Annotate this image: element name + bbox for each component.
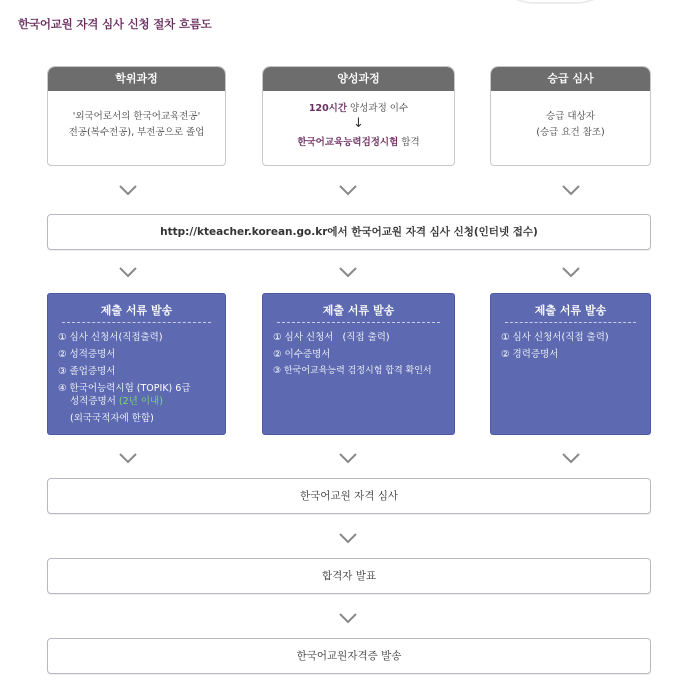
chevron-down-icon xyxy=(561,184,581,196)
chevron-down-icon xyxy=(561,266,581,278)
list-item: ② 성적증명서 xyxy=(58,349,116,360)
track-training-box xyxy=(262,66,455,166)
list-item: ② 경력증명서 xyxy=(501,349,559,360)
list-item: ② 이수증명서 xyxy=(273,349,331,360)
track-degree-line1: '외국어로서의 한국어교육전공' xyxy=(72,111,201,122)
chevron-down-icon xyxy=(338,266,358,278)
review-step: 한국어교원 자격 심사 xyxy=(47,478,651,514)
chevron-down-icon xyxy=(338,612,358,624)
arrow-down-icon: ↓ xyxy=(353,116,364,131)
track-training-header: 양성과정 xyxy=(263,67,454,91)
documents-promotion-header: 제출 서류 발송 xyxy=(534,304,607,317)
track-training-line2: 한국어교육능력검정시험 합격 xyxy=(297,137,420,148)
list-item-note: (외국국적자에 한함) xyxy=(70,413,154,424)
chevron-down-icon xyxy=(118,452,138,464)
list-item: ③ 한국어교육능력 검정시험 합격 확인서 xyxy=(273,366,432,376)
chevron-down-icon xyxy=(118,266,138,278)
track-promotion-line2: (승급 요건 참조) xyxy=(536,127,605,138)
page-title: 한국어교원 자격 심사 신청 절차 흐름도 xyxy=(18,17,212,31)
chevron-down-icon xyxy=(338,184,358,196)
track-training-line1: 120시간 양성과정 이수 xyxy=(308,103,409,114)
issue-certificate-step: 한국어교원자격증 발송 xyxy=(47,638,651,674)
documents-degree-header: 제출 서류 발송 xyxy=(100,304,173,317)
documents-promotion-box xyxy=(490,293,651,435)
list-item: ③ 졸업증명서 xyxy=(58,366,116,377)
documents-degree-box xyxy=(47,293,226,435)
announce-step: 합격자 발표 xyxy=(47,558,651,594)
list-item: ① 심사 신청서 (직접 출력) xyxy=(273,332,390,343)
track-promotion-header: 승급 심사 xyxy=(491,67,650,91)
documents-training-box xyxy=(262,293,455,435)
list-item: ① 심사 신청서(직접 출력) xyxy=(501,332,609,343)
list-item: ① 심사 신청서(직접출력) xyxy=(58,332,163,343)
decorative-arc xyxy=(490,0,620,4)
chevron-down-icon xyxy=(338,452,358,464)
documents-training-header: 제출 서류 발송 xyxy=(322,304,395,317)
apply-online-step: http://kteacher.korean.go.kr에서 한국어교원 자격 심사 신청(인터넷 접수) xyxy=(47,214,651,250)
track-degree-header: 학위과정 xyxy=(48,67,225,91)
track-degree-line2: 전공(복수전공), 부전공으로 졸업 xyxy=(68,127,205,138)
list-item: ④ 한국어능력시험 (TOPIK) 6급 xyxy=(58,383,191,394)
chevron-down-icon xyxy=(338,532,358,544)
list-item-continued: 성적증명서 (2년 이내) xyxy=(70,396,163,407)
chevron-down-icon xyxy=(118,184,138,196)
chevron-down-icon xyxy=(561,452,581,464)
track-promotion-line1: 승급 대상자 xyxy=(546,111,595,122)
track-degree-box xyxy=(47,66,226,166)
track-promotion-box xyxy=(490,66,651,166)
